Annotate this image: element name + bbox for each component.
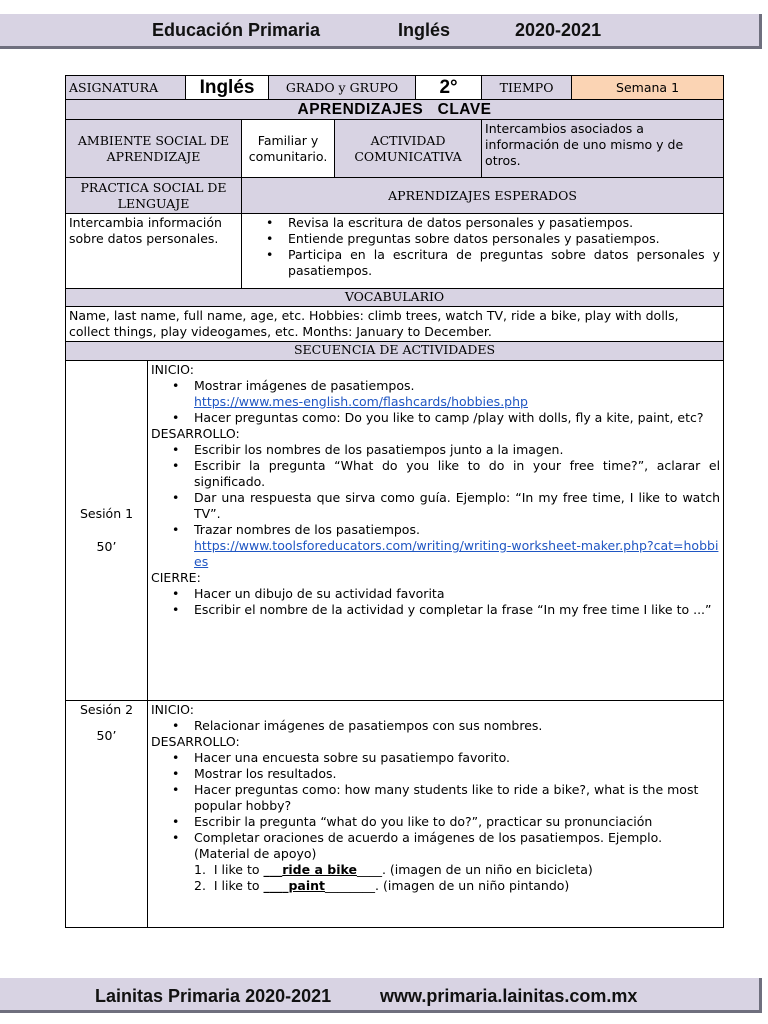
sesion2-desarrollo-item: • Hacer una encuesta sobre su pasatiempo favorito. <box>148 750 720 766</box>
footer-url[interactable]: www.primaria.lainitas.com.mx <box>380 986 638 1006</box>
sesion2-desarrollo-item: • Escribir la pregunta “what do you like to do?”, practicar su pronunciación <box>148 814 720 830</box>
esperado-item: • Entiende preguntas sobre datos personales y pasatiempos. <box>242 231 720 247</box>
actividad-label: ACTIVIDAD COMUNICATIVA <box>335 120 482 178</box>
example-answer: ride a bike <box>282 862 357 877</box>
sesion1-desarrollo-item: • Escribir la pregunta “What do you like to do in your free time?”, aclarar el significado. <box>148 458 720 490</box>
practica-value: Intercambia información sobre datos personales. <box>66 214 242 289</box>
sesion1-row <box>66 361 724 701</box>
secuencia-header-row <box>66 342 724 361</box>
clave-title: APRENDIZAJES CLAVE <box>66 100 724 120</box>
sesion2-row <box>66 701 724 928</box>
actividad-value: Intercambios asociados a información de uno mismo y de otros. <box>482 120 724 178</box>
asignatura-value: Inglés <box>186 76 269 100</box>
planning-table <box>65 75 724 928</box>
ambiente-row <box>66 120 724 178</box>
sesion1-inicio: INICIO: <box>151 362 194 377</box>
vocabulario-row <box>66 307 724 342</box>
sesion1-cierre-item: • Hacer un dibujo de su actividad favorita <box>148 586 720 602</box>
sesion2-content <box>148 701 724 928</box>
sesion1-desarrollo-item: • Escribir los nombres de los pasatiempos junto a la imagen. <box>148 442 720 458</box>
sesion2-inicio: INICIO: <box>151 702 194 717</box>
secuencia-title: SECUENCIA DE ACTIVIDADES <box>66 342 724 361</box>
sesion2-inicio-item: • Relacionar imágenes de pasatiempos con sus nombres. <box>148 718 720 734</box>
vocabulario-text: Name, last name, full name, age, etc. Hobbies: climb trees, watch TV, ride a bike, play with dolls, collect things, play videogames, etc. Months: January to December. <box>66 307 724 342</box>
esperado-item: • Revisa la escritura de datos personales y pasatiempos. <box>242 215 720 231</box>
esperados-label: APRENDIZAJES ESPERADOS <box>242 178 724 214</box>
example-list <box>148 862 720 894</box>
ambiente-value: Familiar y comunitario. <box>242 120 335 178</box>
sesion1-inicio-item: • Mostrar imágenes de pasatiempos. https://www.mes-english.com/flashcards/hobbies.php <box>148 378 720 410</box>
grado-label: GRADO y GRUPO <box>269 76 416 100</box>
sesion1-label-cell <box>66 361 148 701</box>
header-subject: Inglés <box>398 20 451 40</box>
sesion1-time: 50’ <box>96 539 117 554</box>
ambiente-label: AMBIENTE SOCIAL DE APRENDIZAJE <box>66 120 242 178</box>
example-answer: paint <box>288 878 326 893</box>
asignatura-label: ASIGNATURA <box>66 76 186 100</box>
grado-value: 2° <box>416 76 482 100</box>
sesion2-desarrollo-item: • Completar oraciones de acuerdo a imágenes de los pasatiempos. Ejemplo. (Material de apoyo) <box>148 830 720 862</box>
example-item: 2. I like to ____paint________. (imagen de un niño pintando) <box>194 878 570 893</box>
sesion1-cierre: CIERRE: <box>151 570 201 585</box>
sesion2-label: Sesión 2 <box>79 702 134 717</box>
sesion1-content <box>148 361 724 701</box>
sesion1-label: Sesión 1 <box>79 506 134 521</box>
esperado-item: • Participa en la escritura de preguntas sobre datos personales y pasatiempos. <box>242 247 720 279</box>
vocabulario-title: VOCABULARIO <box>66 289 724 307</box>
header-banner <box>0 14 762 49</box>
practica-header-row <box>66 178 724 214</box>
tiempo-value: Semana 1 <box>572 76 724 100</box>
header-level: Educación Primaria <box>152 20 321 40</box>
footer-banner <box>0 978 762 1013</box>
footer-brand: Lainitas Primaria 2020-2021 <box>95 986 332 1006</box>
sesion2-time: 50’ <box>96 728 117 743</box>
sesion1-desarrollo: DESARROLLO: <box>151 426 240 441</box>
practica-content-row <box>66 214 724 289</box>
esperados-list <box>242 214 724 289</box>
sesion1-inicio-item: • Hacer preguntas como: Do you like to camp /play with dolls, fly a kite, paint, etc? <box>148 410 720 426</box>
worksheet-maker-link[interactable]: https://www.toolsforeducators.com/writing/writing-worksheet-maker.php?cat=hobbies <box>194 538 719 569</box>
header-year: 2020-2021 <box>515 20 602 40</box>
example-item: 1. I like to ___ride a bike____. (imagen de un niño en bicicleta) <box>194 862 593 877</box>
practica-label: PRACTICA SOCIAL DE LENGUAJE <box>66 178 242 214</box>
sesion2-desarrollo: DESARROLLO: <box>151 734 240 749</box>
sesion2-desarrollo-item: • Hacer preguntas como: how many students like to ride a bike?, what is the most popular hobby? <box>148 782 720 814</box>
vocabulario-header-row <box>66 289 724 307</box>
hobbies-flashcards-link[interactable]: https://www.mes-english.com/flashcards/hobbies.php <box>194 394 528 409</box>
tiempo-label: TIEMPO <box>482 76 572 100</box>
sesion1-desarrollo-item: • Trazar nombres de los pasatiempos. https://www.toolsforeducators.com/writing/writing-worksheet-maker.php?cat=hobbies <box>148 522 720 570</box>
sesion2-label-cell <box>66 701 148 928</box>
sesion1-desarrollo-item: • Dar una respuesta que sirva como guía. Ejemplo: “In my free time, I like to watch TV”. <box>148 490 720 522</box>
sesion1-cierre-item: • Escribir el nombre de la actividad y completar la frase “In my free time I like to ...” <box>148 602 720 618</box>
sesion2-desarrollo-item: • Mostrar los resultados. <box>148 766 720 782</box>
clave-row <box>66 100 724 120</box>
info-row <box>66 76 724 100</box>
